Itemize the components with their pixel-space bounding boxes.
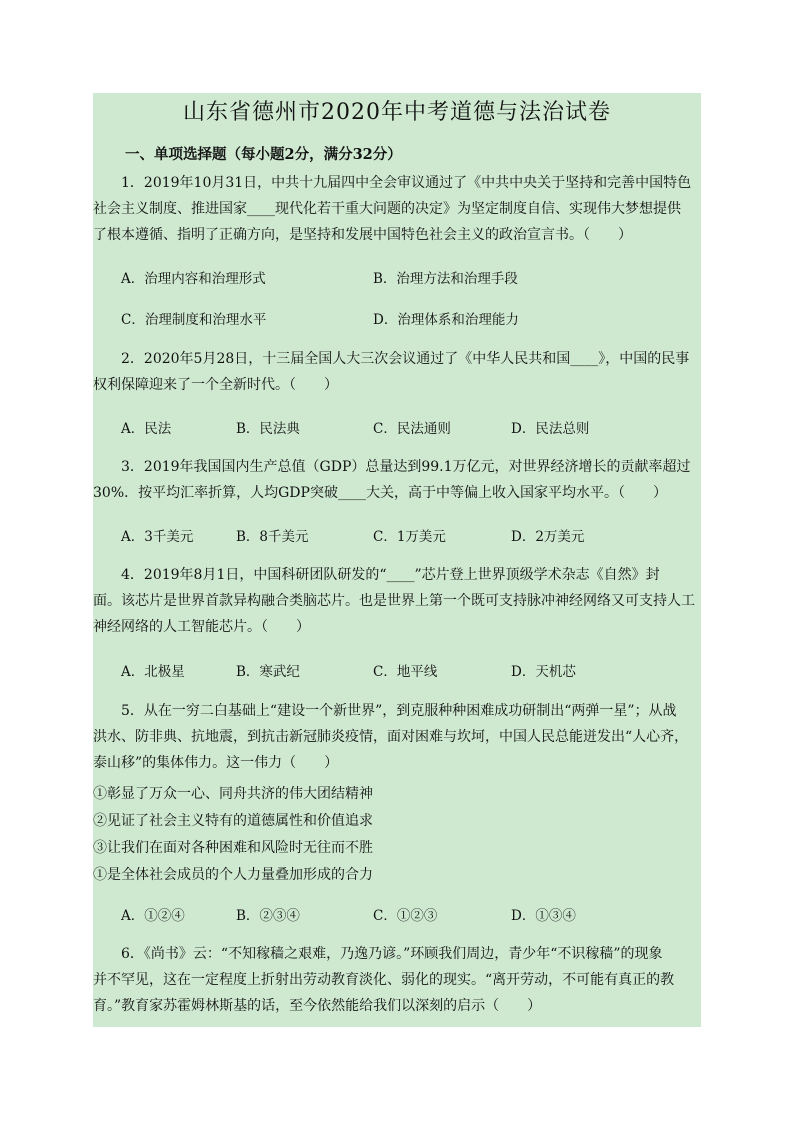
option-a[interactable]: A．①②④ <box>121 908 185 924</box>
question-4-stem <box>93 562 697 640</box>
question-4-line: 面。该芯片是世界首款异构融合类脑芯片。也是世界上第一个既可支持脉冲神经网络又可支持人工 <box>93 593 695 609</box>
question-6-line: 育。”教育家苏霍姆林斯基的话，至今依然能给我们以深刻的启示（ ） <box>93 998 542 1014</box>
option-d[interactable]: D．①③④ <box>511 908 576 924</box>
option-c[interactable]: C．治理制度和治理水平 <box>121 312 267 328</box>
question-4-line: 神经网络的人工智能芯片。（ ） <box>93 619 310 635</box>
question-6-line: 6．《尚书》云：“不知稼穑之艰难，乃逸乃谚。”环顾我们周边，青少年“不识稼穑”的现象 <box>121 946 663 962</box>
option-b[interactable]: B．寒武纪 <box>236 664 300 680</box>
option-b[interactable]: B．8千美元 <box>236 529 309 545</box>
option-b[interactable]: B．民法典 <box>236 421 300 437</box>
question-3-line: 30%．按平均汇率折算，人均GDP突破____大关，高于中等偏上收入国家平均水平。（ ） <box>93 485 667 501</box>
question-2-line: 2．2020年5月28日，十三届全国人大三次会议通过了《中华人民共和国____》，中国的民事 <box>121 351 690 367</box>
question-5-stem <box>93 698 697 776</box>
question-4-line: 4．2019年8月1日，中国科研团队研发的“____”芯片登上世界顶级学术杂志《自然》封 <box>121 567 660 583</box>
question-3-stem <box>93 454 697 506</box>
option-b[interactable]: B．治理方法和治理手段 <box>373 271 518 287</box>
option-c[interactable]: C．民法通则 <box>373 421 451 437</box>
question-5-line: 5．从在一穷二白基础上“建设一个新世界”，到克服种种困难成功研制出“两弹一星”；从战 <box>121 703 677 719</box>
question-2-line: 权利保障迎来了一个全新时代。（ ） <box>93 377 338 393</box>
question-1-stem <box>93 170 697 248</box>
option-d[interactable]: D．治理体系和治理能力 <box>373 312 519 328</box>
question-5-line: 泰山移”的集体伟力。这一伟力（ ） <box>93 755 339 771</box>
statement-1: ①彰显了万众一心、同舟共济的伟大团结精神 <box>93 786 373 802</box>
question-1-line: 了根本遵循、指明了正确方向，是坚持和发展中国特色社会主义的政治宣言书。（ ） <box>93 227 632 243</box>
option-c[interactable]: C．地平线 <box>373 664 438 680</box>
option-d[interactable]: D．2万美元 <box>511 529 585 545</box>
option-d[interactable]: D．民法总则 <box>511 421 590 437</box>
question-5-line: 洪水、防非典、抗地震，到抗击新冠肺炎疫情，面对困难与坎坷，中国人民总能迸发出“人心齐， <box>93 729 689 745</box>
option-c[interactable]: C．1万美元 <box>373 529 446 545</box>
question-1-line: 1．2019年10月31日，中共十九届四中全会审议通过了《中共中央关于坚持和完善中国特色 <box>121 175 692 191</box>
question-6-line: 并不罕见，这在一定程度上折射出劳动教育淡化、弱化的现实。“离开劳动，不可能有真正的教 <box>93 972 675 988</box>
option-c[interactable]: C．①②③ <box>373 908 438 924</box>
statement-4: ①是全体社会成员的个人力量叠加形成的合力 <box>93 867 373 883</box>
option-a[interactable]: A．北极星 <box>121 664 185 680</box>
question-6-stem <box>93 941 697 1019</box>
option-b[interactable]: B．②③④ <box>236 908 300 924</box>
option-a[interactable]: A．民法 <box>121 421 172 437</box>
question-3-line: 3．2019年我国国内生产总值（GDP）总量达到99.1万亿元，对世界经济增长的贡献率超过 <box>121 459 691 475</box>
statement-2: ②见证了社会主义特有的道德属性和价值追求 <box>93 813 373 829</box>
section-heading: 一、单项选择题（每小题2分，满分32分） <box>125 146 402 163</box>
exam-paper <box>93 93 701 1027</box>
page-title: 山东省德州市2020年中考道德与法治试卷 <box>183 100 611 125</box>
option-d[interactable]: D．天机芯 <box>511 664 576 680</box>
option-a[interactable]: A．治理内容和治理形式 <box>121 271 266 287</box>
question-2-stem <box>93 346 697 398</box>
statement-3: ③让我们在面对各种困难和风险时无往而不胜 <box>93 840 373 856</box>
question-1-line: 社会主义制度、推进国家____现代化若干重大问题的决定》为坚定制度自信、实现伟大梦想提供 <box>93 201 681 217</box>
option-a[interactable]: A．3千美元 <box>121 529 194 545</box>
